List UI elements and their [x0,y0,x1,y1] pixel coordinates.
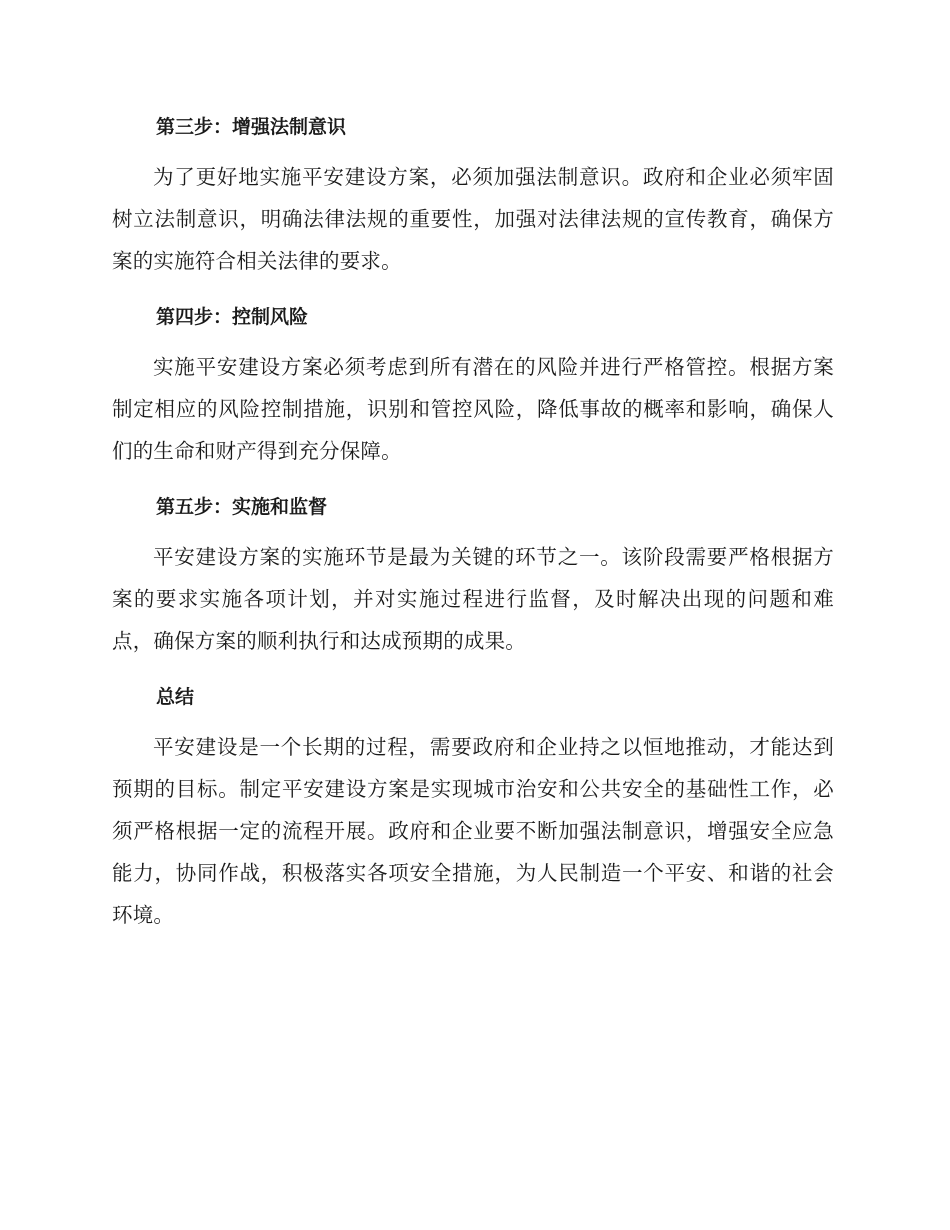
document-body [112,110,834,936]
section-paragraph-summary: 平安建设是一个长期的过程，需要政府和企业持之以恒地推动，才能达到预期的目标。制定平安建设方案是实现城市治安和公共安全的基础性工作，必须严格根据一定的流程开展。政府和企业要不断加强法制意识，增强安全应急能力，协同作战，积极落实各项安全措施，为人民制造一个平安、和谐的社会环境。 [112,735,834,927]
section-heading-summary: 总结 [156,686,195,708]
section-heading-step-5: 第五步：实施和监督 [156,496,328,518]
section-paragraph-step-3: 为了更好地实施平安建设方案，必须加强法制意识。政府和企业必须牢固树立法制意识，明确法律法规的重要性，加强对法律法规的宣传教育，确保方案的实施符合相关法律的要求。 [112,165,834,273]
section-paragraph-step-5: 平安建设方案的实施环节是最为关键的环节之一。该阶段需要严格根据方案的要求实施各项计划，并对实施过程进行监督，及时解决出现的问题和难点，确保方案的顺利执行和达成预期的成果。 [112,545,834,653]
section-paragraph-step-4: 实施平安建设方案必须考虑到所有潜在的风险并进行严格管控。根据方案制定相应的风险控制措施，识别和管控风险，降低事故的概率和影响，确保人们的生命和财产得到充分保障。 [112,355,834,463]
section-heading-step-4: 第四步：控制风险 [156,306,309,328]
section-heading-step-3: 第三步：增强法制意识 [156,116,347,138]
